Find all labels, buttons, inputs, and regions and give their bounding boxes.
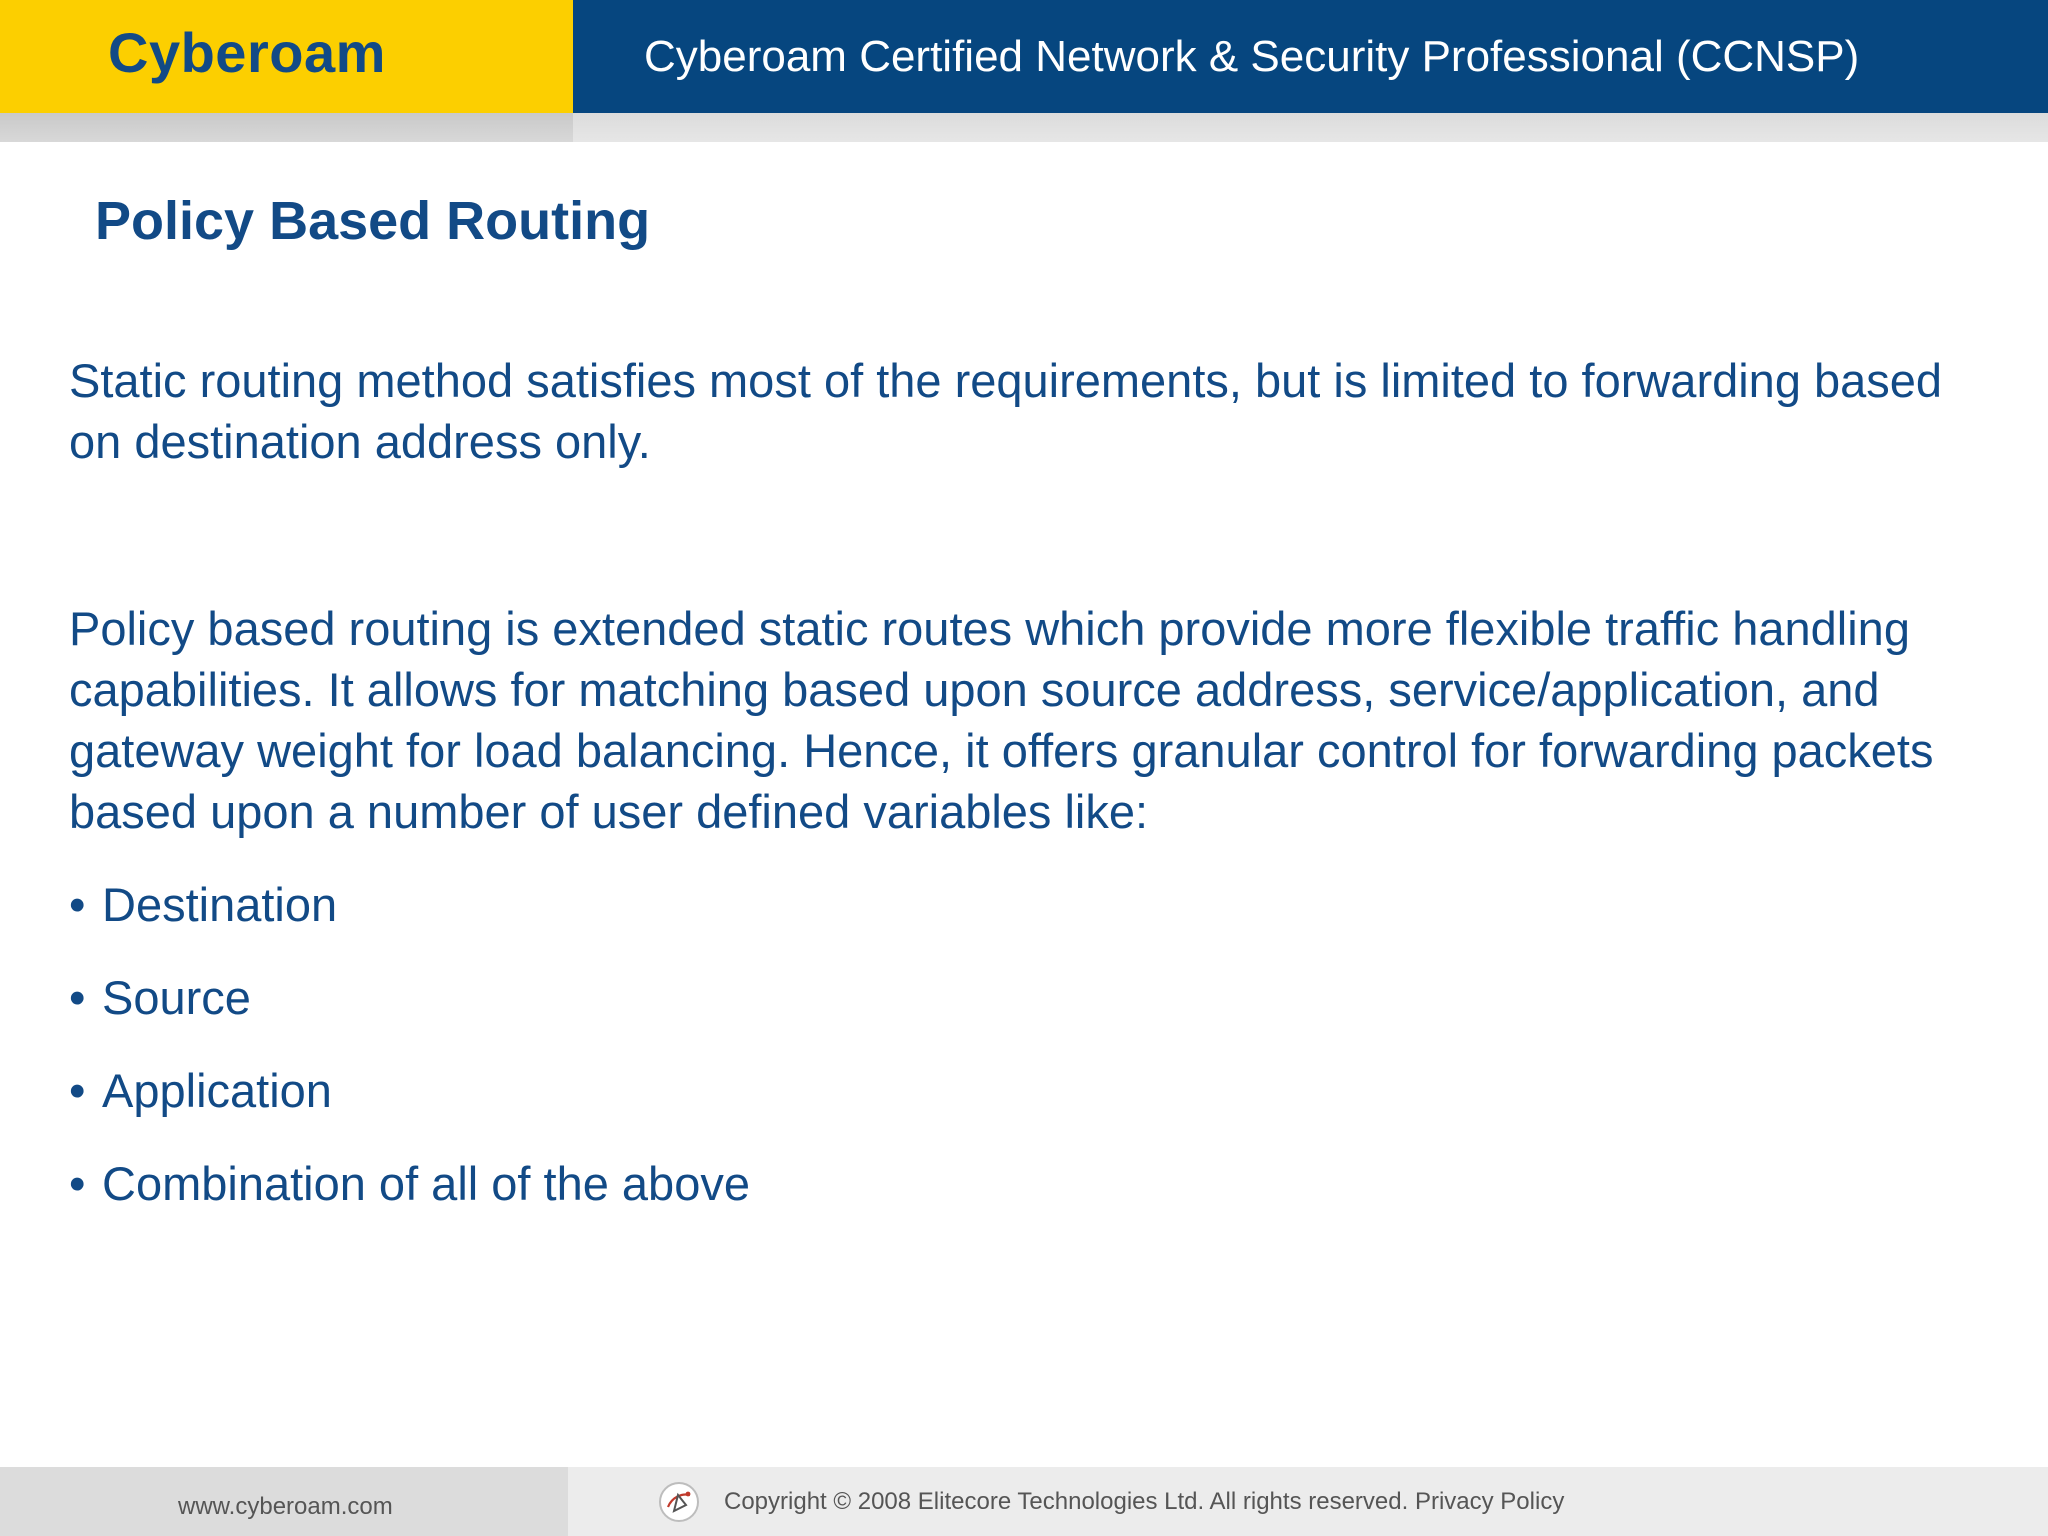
list-item-label: Source bbox=[102, 971, 251, 1024]
footer-url-link[interactable]: www.cyberoam.com bbox=[178, 1493, 393, 1520]
list-item-label: Destination bbox=[102, 878, 338, 931]
elitecore-logo-icon bbox=[657, 1480, 701, 1524]
bullet-icon: • bbox=[69, 1064, 86, 1117]
list-item bbox=[69, 874, 750, 967]
page-title: Policy Based Routing bbox=[95, 191, 651, 251]
header-divider-left bbox=[0, 113, 573, 142]
header-divider-right bbox=[573, 113, 2048, 142]
brand-block bbox=[0, 0, 573, 113]
bullet-icon: • bbox=[69, 878, 86, 931]
course-title-block bbox=[573, 0, 2048, 113]
bullet-icon: • bbox=[69, 971, 86, 1024]
list-item bbox=[69, 967, 750, 1060]
paragraph-policy-routing: Policy based routing is extended static routes which provide more flexible traffic handling capabilities. It allows for matching based upon source address, service/application, and gateway weight for load balancing. Hence, it offers granular control for forwarding packets based upon a number of user defined variables like: bbox=[69, 602, 1934, 838]
list-item-label: Application bbox=[102, 1064, 332, 1117]
course-title: Cyberoam Certified Network & Security Professional (CCNSP) bbox=[644, 32, 1860, 81]
list-item-label: Combination of all of the above bbox=[102, 1157, 750, 1210]
list-item bbox=[69, 1060, 750, 1153]
paragraph-static-routing: Static routing method satisfies most of the requirements, but is limited to forwarding based on destination address only. bbox=[69, 354, 1943, 468]
header bbox=[0, 0, 2048, 113]
bullet-icon: • bbox=[69, 1157, 86, 1210]
footer-copyright: Copyright © 2008 Elitecore Technologies Ltd. All rights reserved. Privacy Policy bbox=[724, 1488, 1565, 1515]
variables-list bbox=[69, 874, 750, 1246]
list-item bbox=[69, 1153, 750, 1246]
brand-logo: Cyberoam bbox=[108, 21, 386, 84]
